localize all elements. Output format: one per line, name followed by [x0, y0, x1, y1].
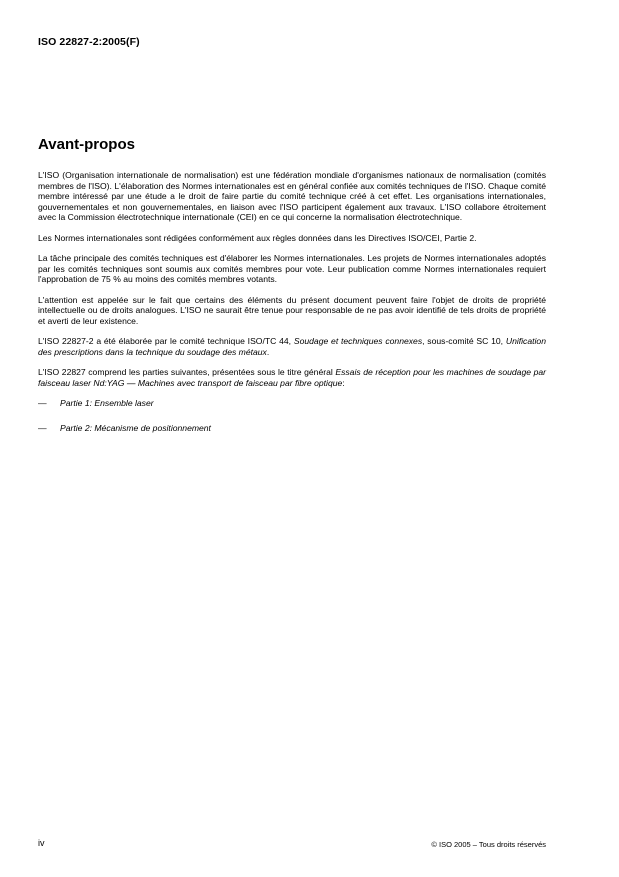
document-id: ISO 22827-2:2005(F)	[38, 36, 140, 48]
paragraph-technical-committees: La tâche principale des comités techniques est d'élaborer les Normes internationales. Les projets de Normes internationales adoptés par les comités techniques sont soumis aux comités membres pour vote. Leur publication comme Normes internationales requiert l'approbation de 75 % au moins des comités membres votants.	[38, 253, 546, 284]
paragraph-parts-intro	[38, 367, 546, 388]
part-2-title: Partie 2: Mécanisme de positionnement	[60, 422, 211, 433]
general-title: Essais de réception pour les machines de soudage par faisceau laser Nd:YAG — Machines avec transport de faisceau par fibre optique	[38, 367, 546, 388]
list-item	[38, 398, 546, 409]
list-item	[38, 423, 546, 434]
period: .	[266, 346, 270, 357]
committee-title: Soudage et techniques connexes	[293, 336, 423, 346]
dash-bullet: —	[38, 422, 47, 433]
section-title: Avant-propos	[38, 136, 135, 153]
prepared-by-text: L'ISO 22827-2 a été élaborée par le comité technique ISO/TC 44,	[38, 336, 294, 346]
dash-bullet: —	[38, 398, 47, 408]
paragraph-patent-rights: L'attention est appelée sur le fait que certains des éléments du présent document peuvent faire l'objet de droits de propriété intellectuelle ou de droits analogues. L'ISO ne saurait être tenue pour responsable de ne pas avoir identifié de tels droits de propriété et averti de leur existence.	[38, 294, 546, 326]
colon: :	[342, 377, 345, 388]
parts-intro-text: L'ISO 22827 comprend les parties suivantes, présentées sous le titre général	[38, 367, 336, 377]
copyright-notice: © ISO 2005 – Tous droits réservés	[431, 840, 546, 849]
part-1-title: Partie 1: Ensemble laser	[60, 398, 154, 408]
paragraph-directives: Les Normes internationales sont rédigées conformément aux règles données dans les Directives ISO/CEI, Partie 2.	[38, 232, 477, 243]
paragraph-iso-organisation: L'ISO (Organisation internationale de normalisation) est une fédération mondiale d'organismes nationaux de normalisation (comités membres de l'ISO). L'élaboration des Normes internationales est en général confiée aux comités techniques de l'ISO. Chaque comité membre intéressé par une étude a le droit de faire partie du comité technique créé à cet effet. Les organisations internationales, gouvernementales et non gouvernementales, en liaison avec l'ISO participent également aux travaux. L'ISO collabore étroitement avec la Commission électrotechnique internationale (CEI) en ce qui concerne la normalisation électrotechnique.	[38, 170, 546, 222]
subcommittee-text: , sous-comité SC 10,	[422, 336, 506, 346]
page-number: iv	[38, 838, 45, 848]
subcommittee-title: Unification des prescriptions dans la technique du soudage des métaux	[38, 336, 546, 357]
paragraph-prepared-by	[38, 336, 546, 357]
section-body	[38, 170, 546, 447]
